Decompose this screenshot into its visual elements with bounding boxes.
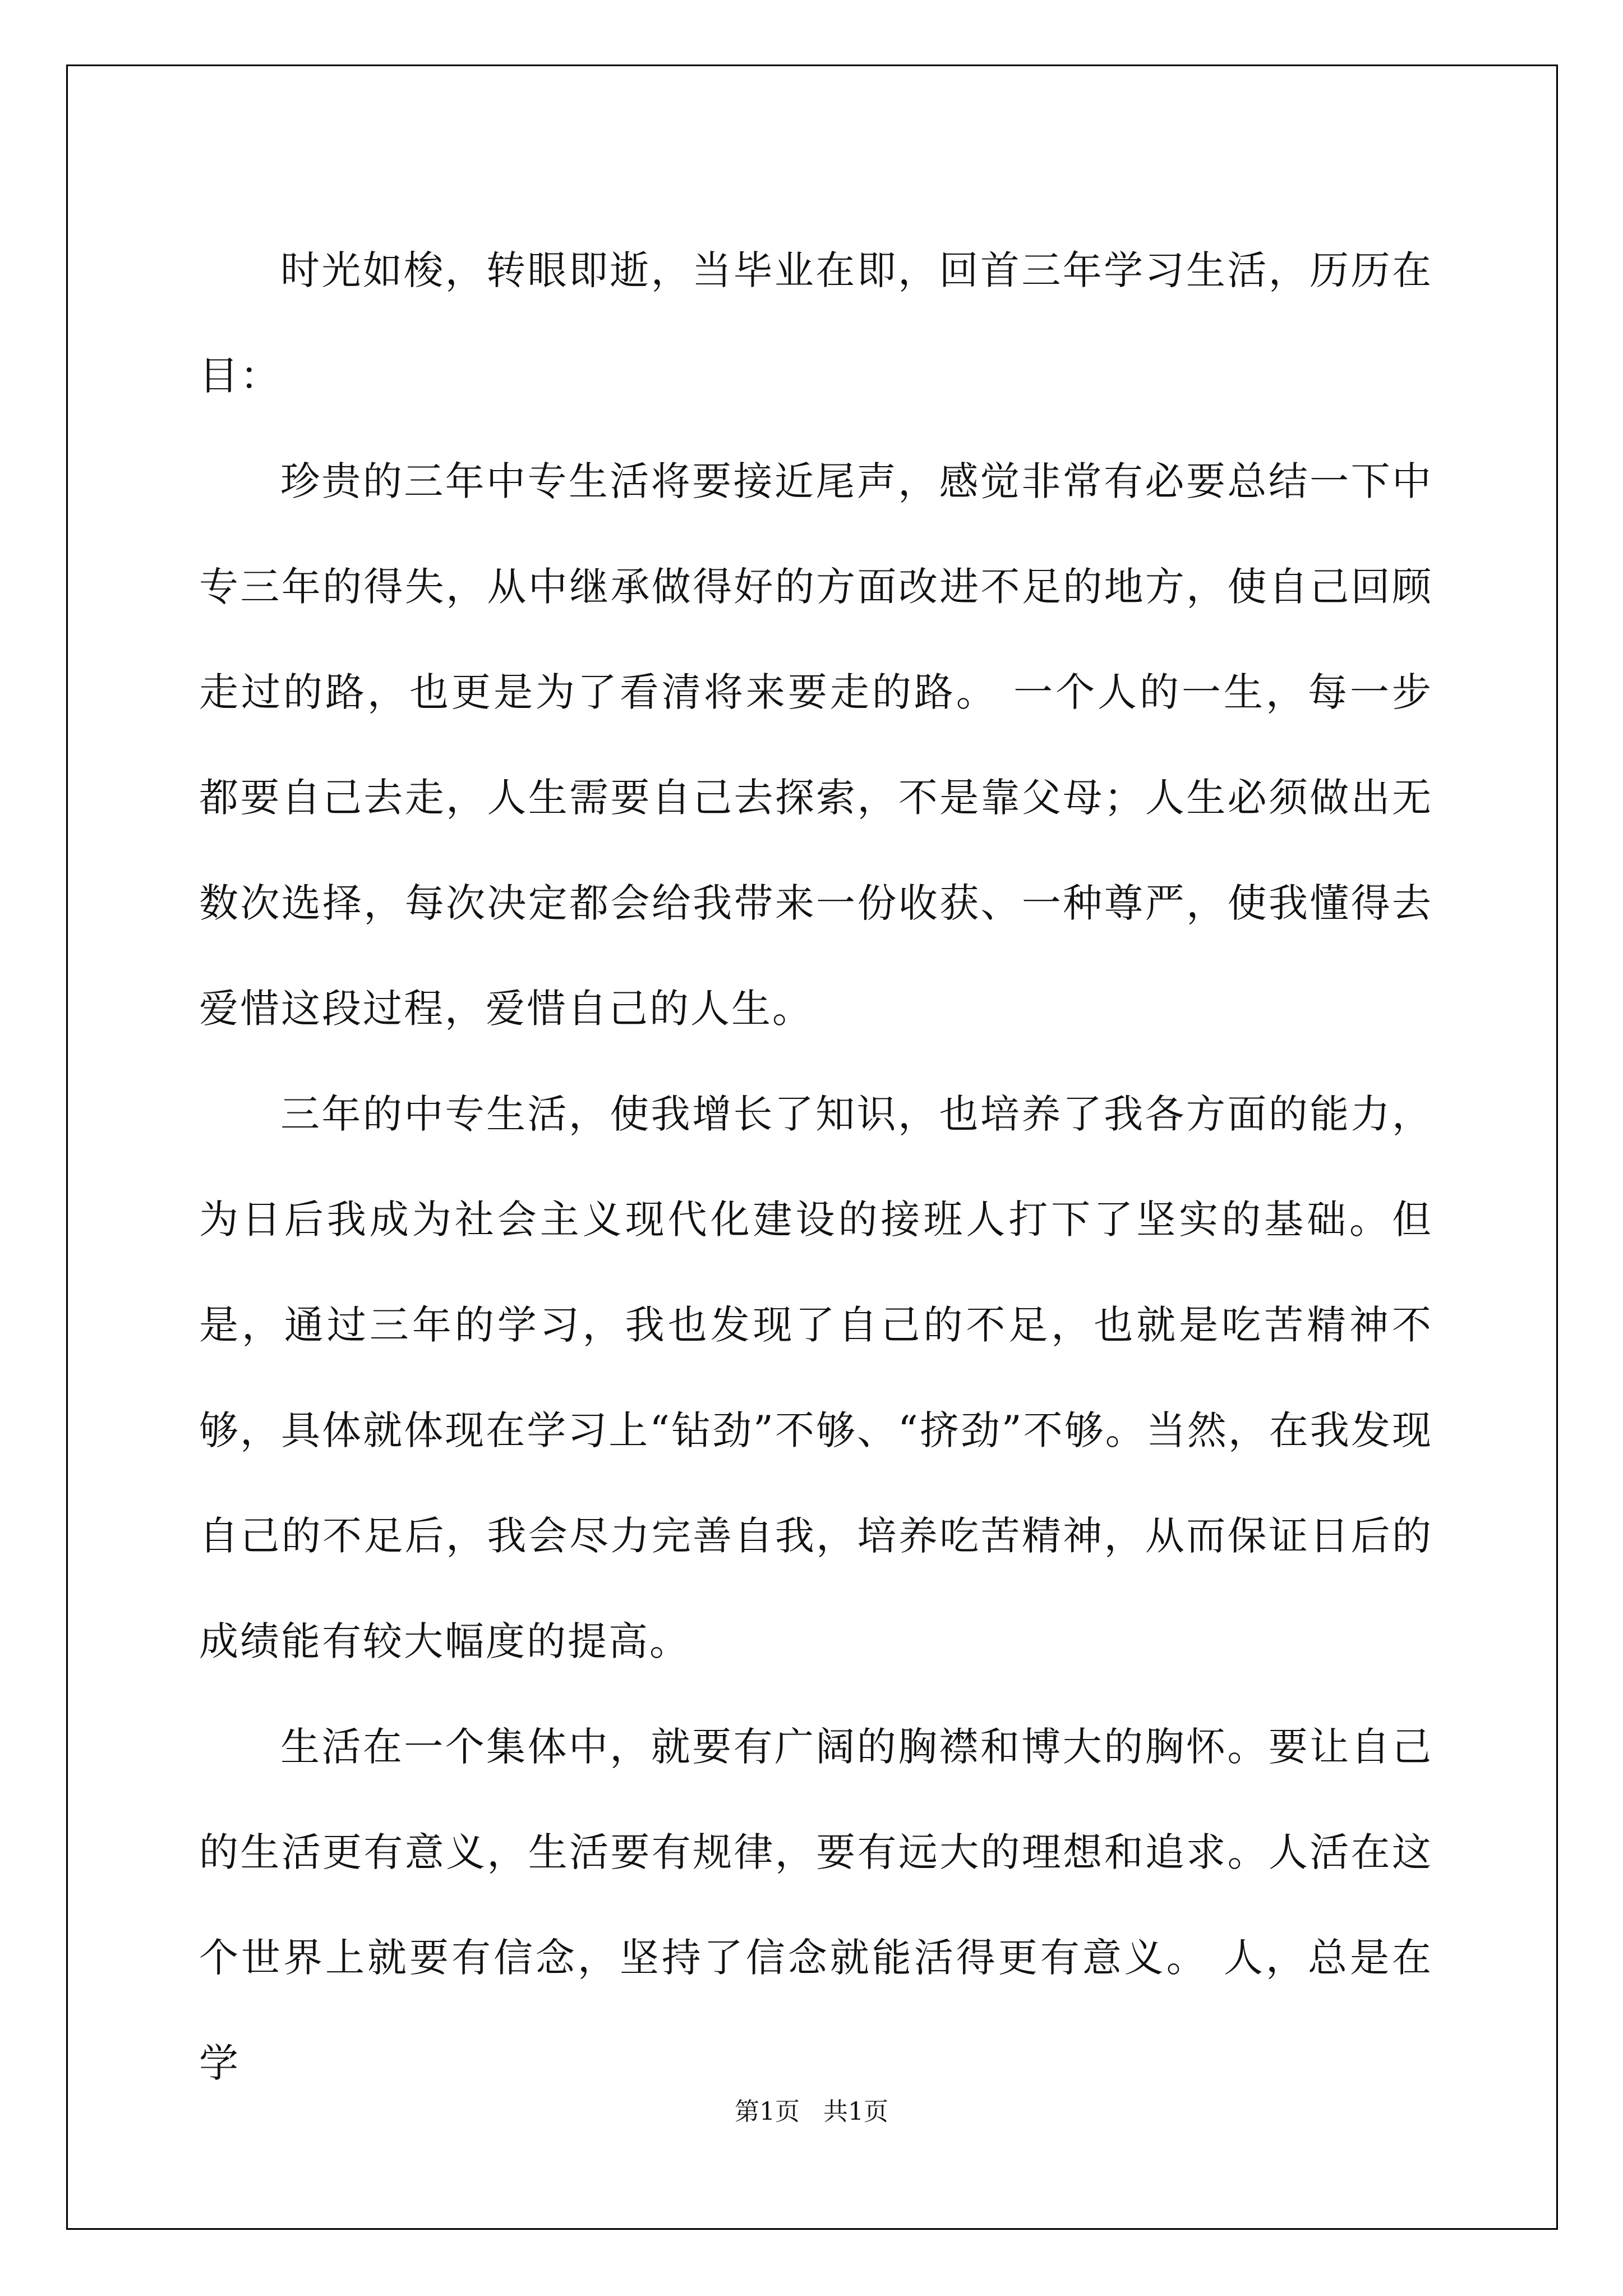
- paragraph-2: 珍贵的三年中专生活将要接近尾声，感觉非常有必要总结一下中专三年的得失，从中继承做得好的方面改进不足的地方，使自己回顾走过的路，也更是为了看清将来要走的路。 一个人的一生，每一步都要自己去走，人生需要自己去探索，不是靠父母；人生必须做出无数次选择，每次决定都会给我带来一份收获、一种尊严，使我懂得去爱惜这段过程，爱惜自己的人生。: [199, 458, 1433, 1032]
- document-body: [199, 218, 1433, 2116]
- page-footer: 第1页 共1页: [735, 2097, 888, 2126]
- paragraph-4: 生活在一个集体中，就要有广阔的胸襟和博大的胸怀。要让自己的生活更有意义，生活要有规律，要有远大的理想和追求。人活在这个世界上就要有信念，坚持了信念就能活得更有意义。 人，总是在学: [199, 1724, 1433, 2086]
- paragraph-3: 三年的中专生活，使我增长了知识，也培养了我各方面的能力，为日后我成为社会主义现代化建设的接班人打下了坚实的基础。但是，通过三年的学习，我也发现了自己的不足，也就是吃苦精神不够，具体就体现在学习上“钻劲”不够、“挤劲”不够。当然，在我发现自己的不足后，我会尽力完善自我，培养吃苦精神，从而保证日后的成绩能有较大幅度的提高。: [199, 1091, 1433, 1664]
- paragraph-1: 时光如梭，转眼即逝，当毕业在即，回首三年学习生活，历历在目：: [199, 247, 1433, 399]
